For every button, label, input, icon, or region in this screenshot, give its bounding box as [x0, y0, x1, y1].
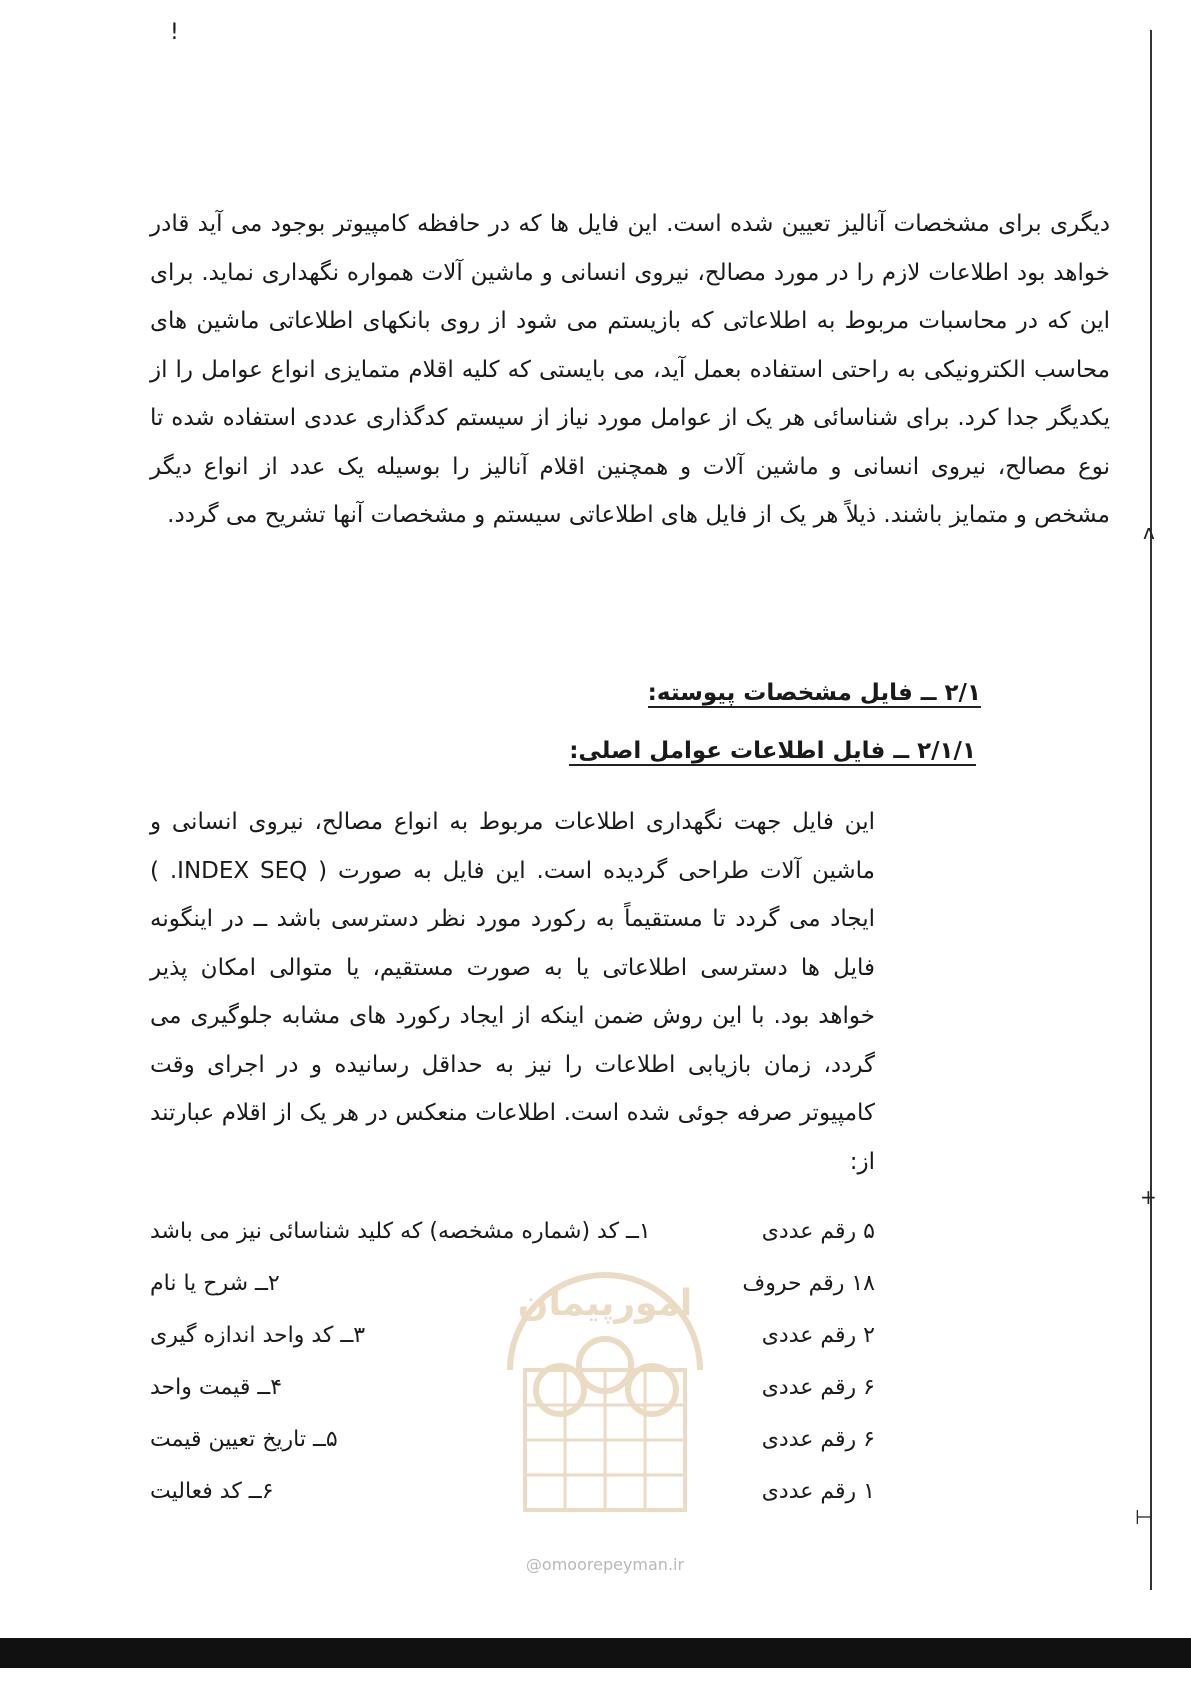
intro-paragraph: دیگری برای مشخصات آنالیز تعیین شده است. این فایل ها که در حافظه کامپیوتر بوجود می آید قادر خواهد بود اطلاعات لازم را در مورد مصالح، نیروی انسانی و ماشین آلات همواره نگهداری نماید. برای این که در محاسبات مربوط به اطلاعاتی که بازیستم می شود از روی بانکهای اطلاعاتی ماشین های محاسب الکترونیکی به راحتی استفاده بعمل آید، می بایستی که کلیه اقلام متمایزی انواع عوامل را از یکدیگر جدا کرد. برای شناسائی هر یک از عوامل مورد نیاز از سیستم کدگذاری عددی استفاده شده تا نوع مصالح، نیروی انسانی و ماشین آلات و همچنین اقلام آنالیز را بوسیله یک عدد از انواع دیگر مشخص و متمایز باشند. ذیلاً هر یک از فایل های اطلاعاتی سیستم و مشخصات آنها تشریح می گردد. [150, 211, 1110, 528]
omoorepeyman-logo-watermark [490, 1220, 720, 1530]
field-label: ۲ــ شرح یا نام [150, 1270, 280, 1296]
section-heading-2-1: ۲/۱ ــ فایل مشخصات پیوسته: [647, 680, 981, 706]
file-description-paragraph: این فایل جهت نگهداری اطلاعات مربوط به انواع مصالح، نیروی انسانی و ماشین آلات طراحی گردیده است. این فایل به صورت ( INDEX SEQ. ) ایجاد می گردد تا مستقیماً به رکورد مورد نظر دسترسی باشد ــ در اینگونه فایل ها دسترسی اطلاعاتی یا به صورت مستقیم، یا متوالی امکان پذیر خواهد بود. با این روش ضمن اینکه از ایجاد رکورد های مشابه جلوگیری می گردد، زمان بازیابی اطلاعات را نیز به حداقل رسانیده و در اجرای وقت کامپیوتر صرفه جوئی شده است. اطلاعات منعکس در هر یک از اقلام عبارتند از: [150, 809, 875, 1175]
top-mark: ! [170, 20, 179, 45]
field-format: ۲ رقم عددی [761, 1322, 875, 1348]
edge-tick-mark: ⊢ [1135, 1505, 1153, 1529]
field-label: ۳ــ کد واحد اندازه گیری [150, 1322, 366, 1348]
edge-tick-mark: + [1140, 1185, 1157, 1209]
field-label: ۶ــ کد فعالیت [150, 1478, 274, 1504]
scan-edge-line [1150, 30, 1152, 1590]
logo-text: امورپیمان [517, 1283, 693, 1324]
field-format: ۱۸ رقم حروف [742, 1270, 875, 1296]
field-format: ۱ رقم عددی [761, 1478, 875, 1504]
field-format: ۶ رقم عددی [761, 1374, 875, 1400]
scan-bottom-bar [0, 1638, 1191, 1668]
edge-tick-mark: ʌ [1143, 520, 1155, 544]
field-format: ۵ رقم عددی [761, 1218, 875, 1244]
field-label: ۱ــ کد (شماره مشخصه) که کلید شناسائی نیز می باشد [150, 1218, 651, 1244]
field-format: ۶ رقم عددی [761, 1426, 875, 1452]
field-label: ۴ــ قیمت واحد [150, 1374, 283, 1400]
section-heading-2-1-1: ۲/۱/۱ ــ فایل اطلاعات عوامل اصلی: [569, 738, 976, 764]
watermark-site: @omoorepeyman.ir [525, 1555, 685, 1574]
field-label: ۵ــ تاریخ تعیین قیمت [150, 1426, 338, 1452]
